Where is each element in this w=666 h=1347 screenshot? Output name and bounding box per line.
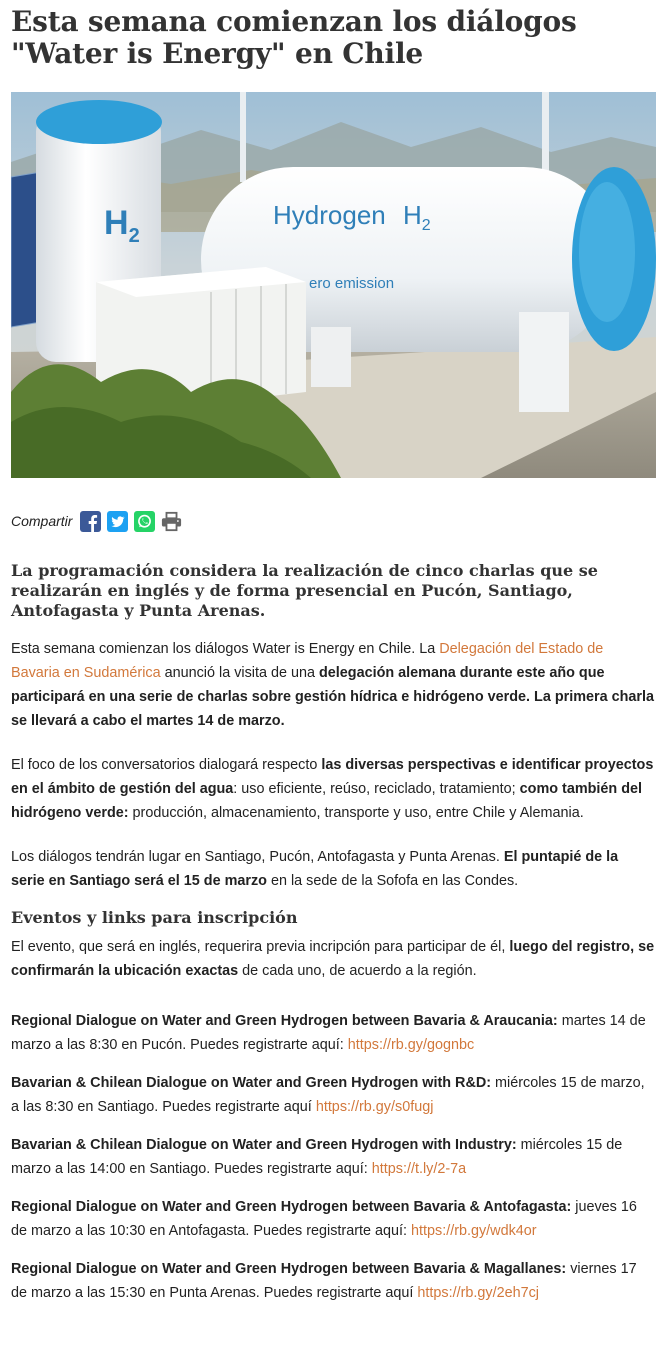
- paragraph-intro: [11, 637, 655, 733]
- p3-bold-1: El puntapié de la serie en Santiago será el 15 de marzo: [11, 849, 619, 889]
- event-item: [11, 1257, 655, 1305]
- p2-bold-2: como también del hidrógeno verde:: [11, 781, 642, 821]
- event-registration-link[interactable]: https://rb.gy/wdk4or: [411, 1223, 537, 1239]
- share-bar: [11, 508, 655, 534]
- p4-text-1: El evento, que será en inglés, requerira previa incripción para participar de él,: [11, 939, 510, 955]
- paragraph-registration: [11, 935, 655, 983]
- event-registration-link[interactable]: https://rb.gy/gognbc: [347, 1037, 475, 1053]
- event-title: Bavarian & Chilean Dialogue on Water and Green Hydrogen with R&D:: [11, 1075, 492, 1091]
- article-title: [11, 6, 655, 70]
- event-item: [11, 1133, 655, 1181]
- event-item: [11, 1009, 655, 1057]
- event-text: jueves 16 de marzo a las 10:30 en Antofagasta. Puedes registrarte aquí:: [11, 1199, 637, 1239]
- hero-image: [11, 92, 656, 478]
- print-icon[interactable]: [161, 511, 182, 532]
- event-title: Bavarian & Chilean Dialogue on Water and Green Hydrogen with Industry:: [11, 1137, 517, 1153]
- event-registration-link[interactable]: https://t.ly/2-7a: [371, 1161, 467, 1177]
- event-title: Regional Dialogue on Water and Green Hydrogen between Bavaria & Araucania:: [11, 1013, 558, 1029]
- article: [0, 6, 666, 1305]
- title-line-2: "Water is Energy" en Chile: [11, 37, 424, 70]
- bavaria-delegation-link[interactable]: Delegación del Estado de Bavaria en Sudamérica: [11, 641, 604, 681]
- p2-text-2: : uso eficiente, reúso, reciclado, tratamiento;: [233, 781, 520, 797]
- twitter-icon[interactable]: [107, 511, 128, 532]
- p2-text-1: El foco de los conversatorios dialogará respecto: [11, 757, 322, 773]
- p1-bold-1: delegación alemana durante este año que participará en una serie de charlas sobre gestión hídrica e hidrógeno verde. La primera charla se llevará a cabo el martes 14 de marzo.: [11, 665, 655, 729]
- facebook-icon[interactable]: [80, 511, 101, 532]
- p1-text-2: anunció la visita de una: [160, 665, 319, 681]
- hero-hydrogen-text: Hydrogen: [273, 200, 386, 230]
- p2-bold-1: las diversas perspectivas e identificar proyectos en el ámbito de gestión del agua: [11, 757, 654, 797]
- p2-text-3: producción, almacenamiento, transporte y uso, entre Chile y Alemania.: [128, 805, 584, 821]
- p1-text-1: Esta semana comienzan los diálogos Water is Energy en Chile. La: [11, 641, 440, 657]
- paragraph-locations: [11, 845, 655, 893]
- p4-bold-1: luego del registro, se confirmarán la ubicación exactas: [11, 939, 655, 979]
- article-lead: La programación considera la realización de cinco charlas que se realizarán en inglés y de forma presencial en Pucón, Santiago, Antofagasta y Punta Arenas.: [11, 561, 598, 620]
- hero-h2-right: $H_2$: [403, 200, 431, 234]
- hero-h2-left: $H_2$: [104, 204, 140, 247]
- paragraph-focus: [11, 753, 655, 825]
- whatsapp-icon[interactable]: [134, 511, 155, 532]
- event-title: Regional Dialogue on Water and Green Hydrogen between Bavaria & Magallanes:: [11, 1261, 567, 1277]
- event-text: miércoles 15 de marzo, a las 8:30 en Santiago. Puedes registrarte aquí: [11, 1075, 645, 1115]
- hydrogen-tanks-illustration: [11, 92, 656, 478]
- events-heading: Eventos y links para inscripción: [11, 908, 298, 927]
- p4-text-2: de cada uno, de acuerdo a la región.: [238, 963, 477, 979]
- hero-emission-text: ero emission: [309, 275, 395, 292]
- p3-text-2: en la sede de la Sofofa en las Condes.: [266, 873, 519, 889]
- event-title: Regional Dialogue on Water and Green Hydrogen between Bavaria & Antofagasta:: [11, 1199, 572, 1215]
- event-registration-link[interactable]: https://rb.gy/s0fugj: [315, 1099, 434, 1115]
- event-text: viernes 17 de marzo a las 15:30 en Punta Arenas. Puedes registrarte aquí: [11, 1261, 637, 1301]
- event-registration-link[interactable]: https://rb.gy/2eh7cj: [417, 1285, 539, 1301]
- p3-text-1: Los diálogos tendrán lugar en Santiago, Pucón, Antofagasta y Punta Arenas.: [11, 849, 504, 865]
- title-line-1: Esta semana comienzan los diálogos: [11, 5, 577, 38]
- event-item: [11, 1195, 655, 1243]
- event-text: martes 14 de marzo a las 8:30 en Pucón. Puedes registrarte aquí:: [11, 1013, 646, 1053]
- share-label: Compartir: [11, 513, 73, 529]
- event-text: miércoles 15 de marzo a las 14:00 en Santiago. Puedes registrarte aquí:: [11, 1137, 623, 1177]
- event-item: [11, 1071, 655, 1119]
